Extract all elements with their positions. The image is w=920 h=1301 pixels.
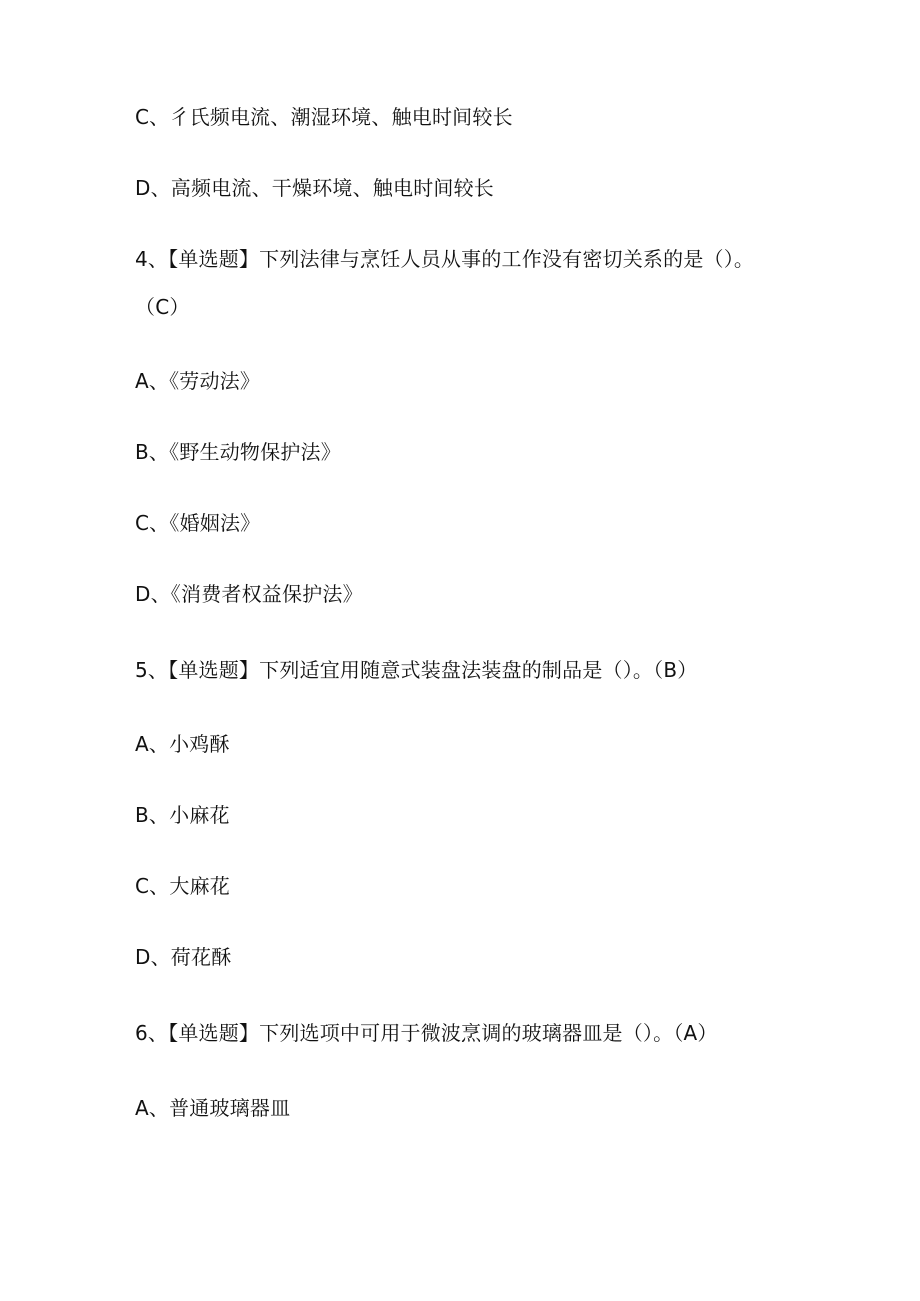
q5-option-b: B、小麻花 xyxy=(135,803,230,827)
q6-option-a: A、普通玻璃器皿 xyxy=(135,1096,291,1120)
q5-option-c: C、大麻花 xyxy=(135,874,230,898)
q4-answer: （C） xyxy=(135,295,190,319)
q3-option-d: D、高频电流、干燥环境、触电时间较长 xyxy=(135,176,495,200)
q4-option-b: B、《野生动物保护法》 xyxy=(135,440,341,464)
q3-option-c: C、彳氏频电流、潮湿环境、触电时间较长 xyxy=(135,105,513,129)
q4-option-a: A、《劳动法》 xyxy=(135,369,261,393)
q6-question: 6、【单选题】下列选项中可用于微波烹调的玻璃器皿是（）。（A） xyxy=(135,1021,718,1045)
q5-question: 5、【单选题】下列适宜用随意式装盘法装盘的制品是（）。（B） xyxy=(135,658,698,682)
q4-option-d: D、《消费者权益保护法》 xyxy=(135,582,363,606)
q4-question: 4、【单选题】下列法律与烹饪人员从事的工作没有密切关系的是（）。 xyxy=(135,247,755,271)
q5-option-d: D、荷花酥 xyxy=(135,945,232,969)
q5-option-a: A、小鸡酥 xyxy=(135,732,230,756)
q4-option-c: C、《婚姻法》 xyxy=(135,511,261,535)
